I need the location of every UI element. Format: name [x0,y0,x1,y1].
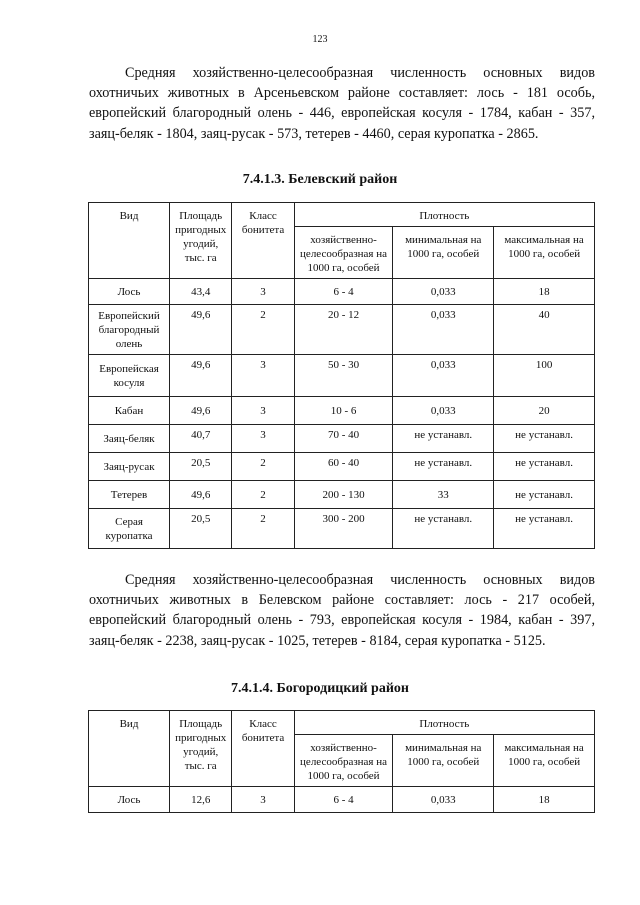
header-density: Плотность [294,711,594,735]
table-row [89,355,595,397]
paragraph-belevsky-summary: Средняя хозяйственно-целесообразная численность основных видов охотничьих животных в Белевском районе составляет: лось - 217 особей, европейский благородный олень - 793, европейская косуля - 1984, кабан - 397, заяц-беляк - 2238, заяц-русак - 1025, тетерев - 8184, серая куропатка - 5125. [89,572,595,649]
cell-class: 3 [232,425,294,453]
cell-max: 18 [494,787,595,813]
cell-min: 0,033 [393,397,494,425]
cell-max: 40 [494,305,595,355]
table-body [89,279,595,549]
cell-species: Тетерев [89,481,170,509]
cell-min: 0,033 [393,787,494,813]
table-row [89,397,595,425]
header-area: Площадь пригодных угодий, тыс. га [170,203,232,279]
cell-species: Кабан [89,397,170,425]
header-economic: хозяйственно-целесообразная на 1000 га, особей [294,735,393,787]
cell-area: 43,4 [170,279,232,305]
table-row [89,509,595,549]
cell-species: Европейский благородный олень [89,305,170,355]
table-body [89,787,595,813]
header-class: Класс бонитета [232,711,294,787]
cell-economic: 20 - 12 [294,305,393,355]
header-max: максимальная на 1000 га, особей [494,227,595,279]
cell-class: 2 [232,509,294,549]
cell-area: 20,5 [170,509,232,549]
header-min: минимальная на 1000 га, особей [393,227,494,279]
cell-economic: 60 - 40 [294,453,393,481]
cell-economic: 6 - 4 [294,787,393,813]
cell-class: 2 [232,453,294,481]
cell-species: Европейская косуля [89,355,170,397]
cell-area: 49,6 [170,355,232,397]
cell-max: 20 [494,397,595,425]
cell-species: Заяц-беляк [89,425,170,453]
cell-economic: 70 - 40 [294,425,393,453]
section-heading-bogoroditsky: 7.4.1.4. Богородицкий район [231,681,409,696]
cell-class: 2 [232,305,294,355]
cell-economic: 6 - 4 [294,279,393,305]
paragraph-arsenyevsky-summary: Средняя хозяйственно-целесообразная численность основных видов охотничьих животных в Арсеньевском районе составляет: лось - 181 особь, европейский благородный олень - 446, европейская косуля - 1784, кабан - 357, заяц-беляк - 1804, заяц-русак - 573, тетерев - 4460, серая куропатка - 2865. [89,65,595,142]
cell-species: Серая куропатка [89,509,170,549]
cell-economic: 10 - 6 [294,397,393,425]
cell-economic: 300 - 200 [294,509,393,549]
cell-species: Заяц-русак [89,453,170,481]
cell-species: Лось [89,787,170,813]
table-header-row [89,711,595,735]
table-row [89,279,595,305]
header-density: Плотность [294,203,594,227]
cell-max: не устанавл. [494,509,595,549]
cell-class: 3 [232,279,294,305]
header-max: максимальная на 1000 га, особей [494,735,595,787]
cell-area: 49,6 [170,481,232,509]
cell-max: не устанавл. [494,481,595,509]
cell-min: не устанавл. [393,425,494,453]
cell-area: 49,6 [170,305,232,355]
cell-economic: 50 - 30 [294,355,393,397]
cell-min: 0,033 [393,279,494,305]
cell-max: 100 [494,355,595,397]
cell-max: 18 [494,279,595,305]
cell-min: не устанавл. [393,453,494,481]
cell-species: Лось [89,279,170,305]
cell-class: 2 [232,481,294,509]
cell-class: 3 [232,355,294,397]
cell-class: 3 [232,787,294,813]
cell-area: 12,6 [170,787,232,813]
table-row [89,787,595,813]
table-header-row [89,203,595,227]
section-heading-belevsky: 7.4.1.3. Белевский район [242,172,398,187]
header-species: Вид [89,203,170,279]
table-row [89,481,595,509]
table-row [89,453,595,481]
cell-area: 40,7 [170,425,232,453]
cell-min: 0,033 [393,355,494,397]
cell-economic: 200 - 130 [294,481,393,509]
cell-area: 49,6 [170,397,232,425]
cell-class: 3 [232,397,294,425]
density-table-bogoroditsky [88,710,595,813]
cell-min: 0,033 [393,305,494,355]
cell-max: не устанавл. [494,425,595,453]
cell-area: 20,5 [170,453,232,481]
header-class: Класс бонитета [232,203,294,279]
density-table-belevsky [88,202,595,549]
header-economic: хозяйственно-целесообразная на 1000 га, особей [294,227,393,279]
table-row [89,425,595,453]
cell-min: 33 [393,481,494,509]
header-species: Вид [89,711,170,787]
cell-min: не устанавл. [393,509,494,549]
cell-max: не устанавл. [494,453,595,481]
table-row [89,305,595,355]
header-area: Площадь пригодных угодий, тыс. га [170,711,232,787]
page-number: 123 [312,34,328,45]
header-min: минимальная на 1000 га, особей [393,735,494,787]
